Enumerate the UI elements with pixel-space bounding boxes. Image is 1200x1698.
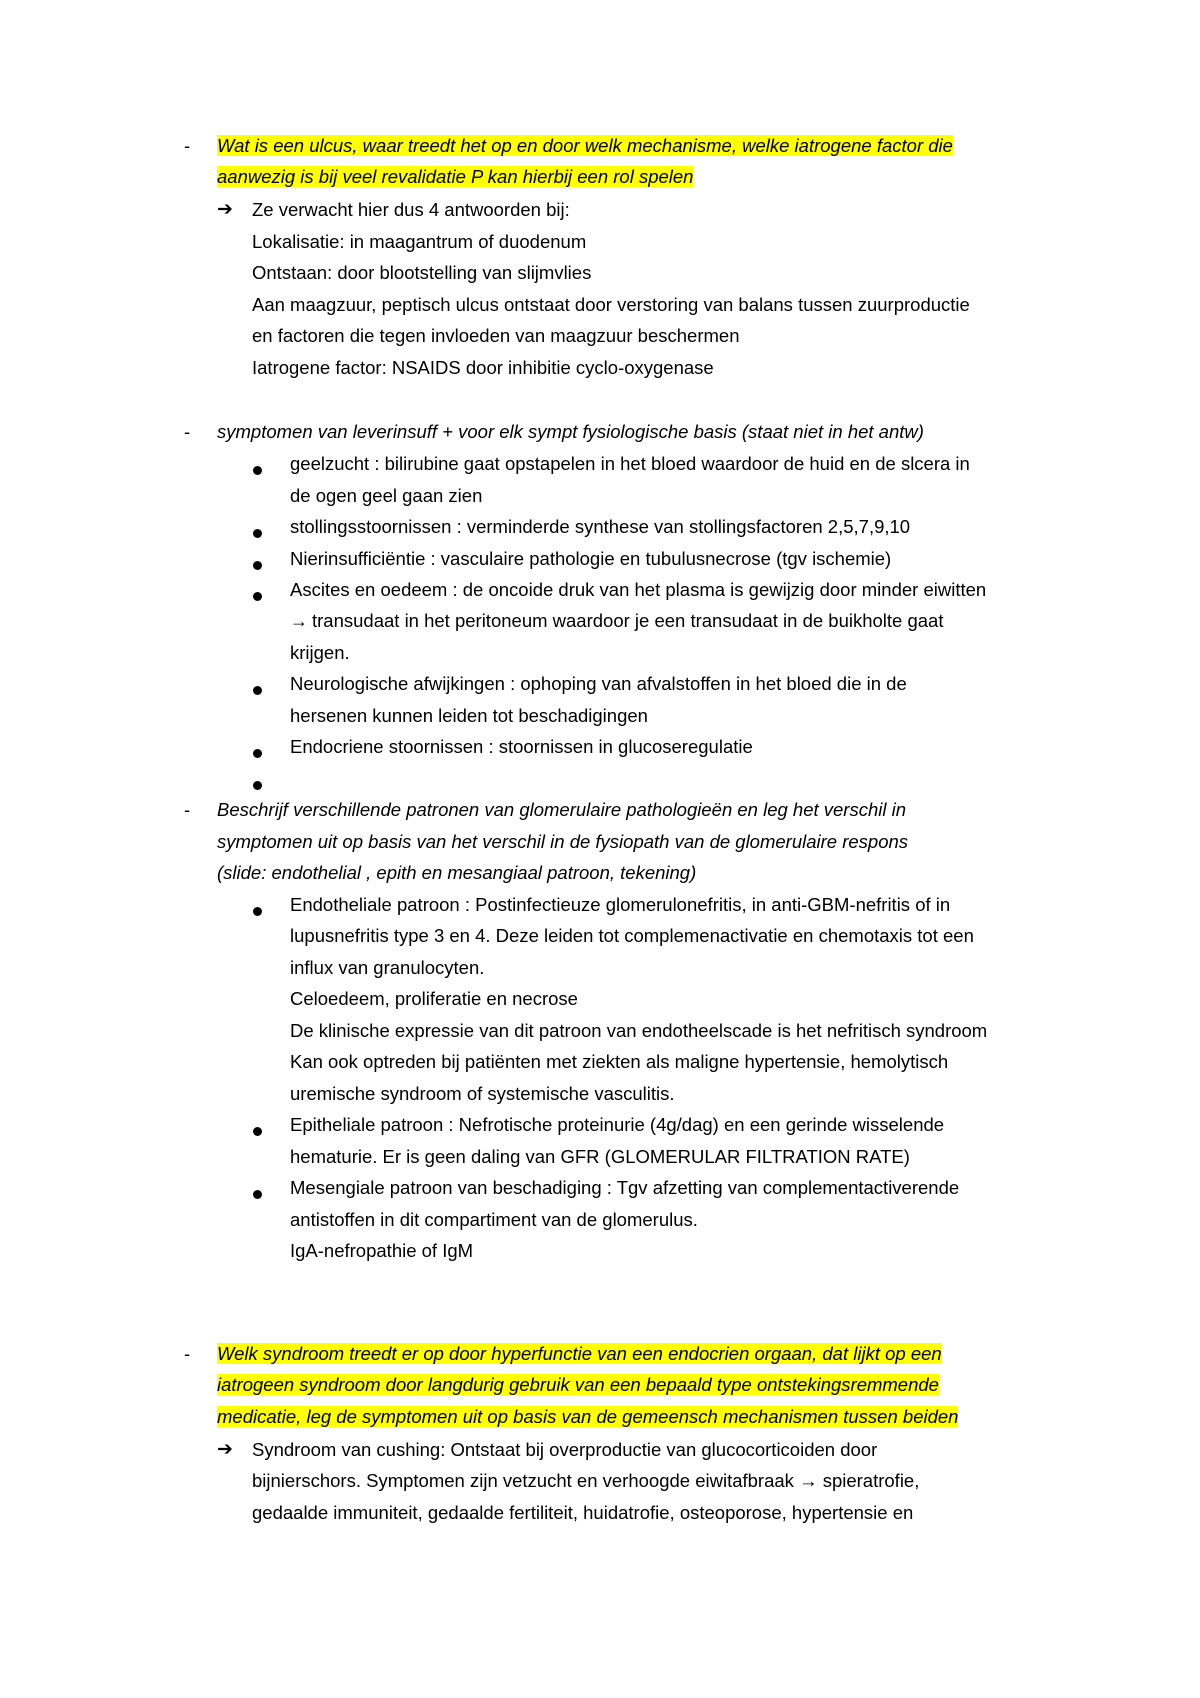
answer-text: spieratrofie, [822, 1470, 920, 1491]
list-item: hematurie. Er is geen daling van GFR (GLOMERULAR FILTRATION RATE) [290, 1146, 910, 1167]
list-item: Mesengiale patroon van beschadiging : Tgv afzetting van complementactiverende [290, 1177, 960, 1198]
highlighted-text: Wat is een ulcus, waar treedt het op en door welk mechanisme, welke iatrogene factor die [217, 135, 953, 156]
question-line [217, 1342, 942, 1366]
list-item: lupusnefritis type 3 en 4. Deze leiden tot complemenactivatie en chemotaxis tot een [290, 925, 974, 946]
highlighted-text: medicatie, leg de symptomen uit op basis van de gemeensch mechanismen tussen beiden [217, 1406, 959, 1427]
list-item: Kan ook optreden bij patiënten met ziekten als maligne hypertensie, hemolytisch [290, 1051, 949, 1072]
bullet-icon [253, 1127, 262, 1136]
list-item: Nierinsufficiëntie : vasculaire pathologie en tubulusnecrose (tgv ischemie) [290, 548, 892, 569]
list-dash: - [184, 1343, 191, 1364]
question-line: Beschrijf verschillende patronen van glomerulaire pathologieën en leg het verschil in [217, 799, 907, 820]
answer-line: Syndroom van cushing: Ontstaat bij overproductie van glucocorticoiden door [252, 1439, 878, 1460]
highlighted-text: aanwezig is bij veel revalidatie P kan hierbij een rol spelen [217, 166, 694, 187]
list-item: Celoedeem, proliferatie en necrose [290, 988, 578, 1009]
bullet-icon [253, 686, 262, 695]
highlighted-text: Welk syndroom treedt er op door hyperfunctie van een endocrien orgaan, dat lijkt op een [217, 1343, 942, 1364]
list-item: de ogen geel gaan zien [290, 485, 483, 506]
bullet-icon [253, 1190, 262, 1199]
list-item: geelzucht : bilirubine gaat opstapelen in het bloed waardoor de huid en de slcera in [290, 453, 970, 474]
question-line [217, 134, 953, 158]
answer-text: bijnierschors. Symptomen zijn vetzucht en verhoogde eiwitafbraak [252, 1470, 794, 1491]
list-item: influx van granulocyten. [290, 957, 485, 978]
arrow-right-icon: ➔ [217, 199, 233, 220]
list-item: stollingsstoornissen : verminderde synthese van stollingsfactoren 2,5,7,9,10 [290, 516, 911, 537]
list-item: Epitheliale patroon : Nefrotische proteinurie (4g/dag) en een gerinde wisselende [290, 1114, 945, 1135]
list-dash: - [184, 799, 191, 820]
answer-line: Aan maagzuur, peptisch ulcus ontstaat door verstoring van balans tussen zuurproductie [252, 294, 970, 315]
arrow-right-icon: → [799, 1470, 818, 1491]
list-dash: - [184, 421, 191, 442]
question-line [217, 1373, 939, 1397]
answer-line: Lokalisatie: in maagantrum of duodenum [252, 231, 587, 252]
arrow-right-icon: ➔ [217, 1439, 233, 1460]
answer-line: Ontstaan: door blootstelling van slijmvlies [252, 262, 592, 283]
list-item: De klinische expressie van dit patroon van endotheelscade is het nefritisch syndroom [290, 1020, 988, 1041]
list-item: antistoffen in dit compartiment van de glomerulus. [290, 1209, 698, 1230]
question-line: (slide: endothelial , epith en mesangiaal patroon, tekening) [217, 862, 697, 883]
answer-line: gedaalde immuniteit, gedaalde fertiliteit, huidatrofie, osteoporose, hypertensie en [252, 1502, 914, 1523]
bullet-icon [253, 592, 262, 601]
question-line: symptomen uit op basis van het verschil in de fysiopath van de glomerulaire respons [217, 831, 909, 852]
question-line [217, 165, 693, 189]
answer-line: Iatrogene factor: NSAIDS door inhibitie cyclo-oxygenase [252, 357, 714, 378]
bullet-icon [253, 561, 262, 570]
answer-line: Ze verwacht hier dus 4 antwoorden bij: [252, 199, 570, 220]
bullet-icon [253, 529, 262, 538]
question-line [217, 1405, 958, 1429]
list-item: uremische syndroom of systemische vasculitis. [290, 1083, 675, 1104]
list-item: krijgen. [290, 642, 350, 663]
answer-line: en factoren die tegen invloeden van maagzuur beschermen [252, 325, 740, 346]
bullet-icon [253, 466, 262, 475]
question-line: symptomen van leverinsuff + voor elk sympt fysiologische basis (staat niet in het antw) [217, 421, 924, 442]
list-item: hersenen kunnen leiden tot beschadigingen [290, 705, 648, 726]
list-item: IgA-nefropathie of IgM [290, 1240, 474, 1261]
list-dash: - [184, 135, 191, 156]
arrow-right-icon: → [290, 611, 308, 631]
list-item: transudaat in het peritoneum waardoor je een transudaat in de buikholte gaat [312, 610, 944, 631]
bullet-icon [253, 781, 262, 790]
highlighted-text: iatrogeen syndroom door langdurig gebruik van een bepaald type ontstekingsremmende [217, 1374, 939, 1395]
list-item: Neurologische afwijkingen : ophoping van afvalstoffen in het bloed die in de [290, 673, 907, 694]
list-item: Endotheliale patroon : Postinfectieuze glomerulonefritis, in anti-GBM-nefritis of in [290, 894, 951, 915]
list-item: Ascites en oedeem : de oncoide druk van het plasma is gewijzig door minder eiwitten [290, 579, 987, 600]
answer-line [252, 1469, 919, 1493]
list-item: Endocriene stoornissen : stoornissen in glucoseregulatie [290, 736, 753, 757]
bullet-icon [253, 749, 262, 758]
bullet-icon [253, 907, 262, 916]
